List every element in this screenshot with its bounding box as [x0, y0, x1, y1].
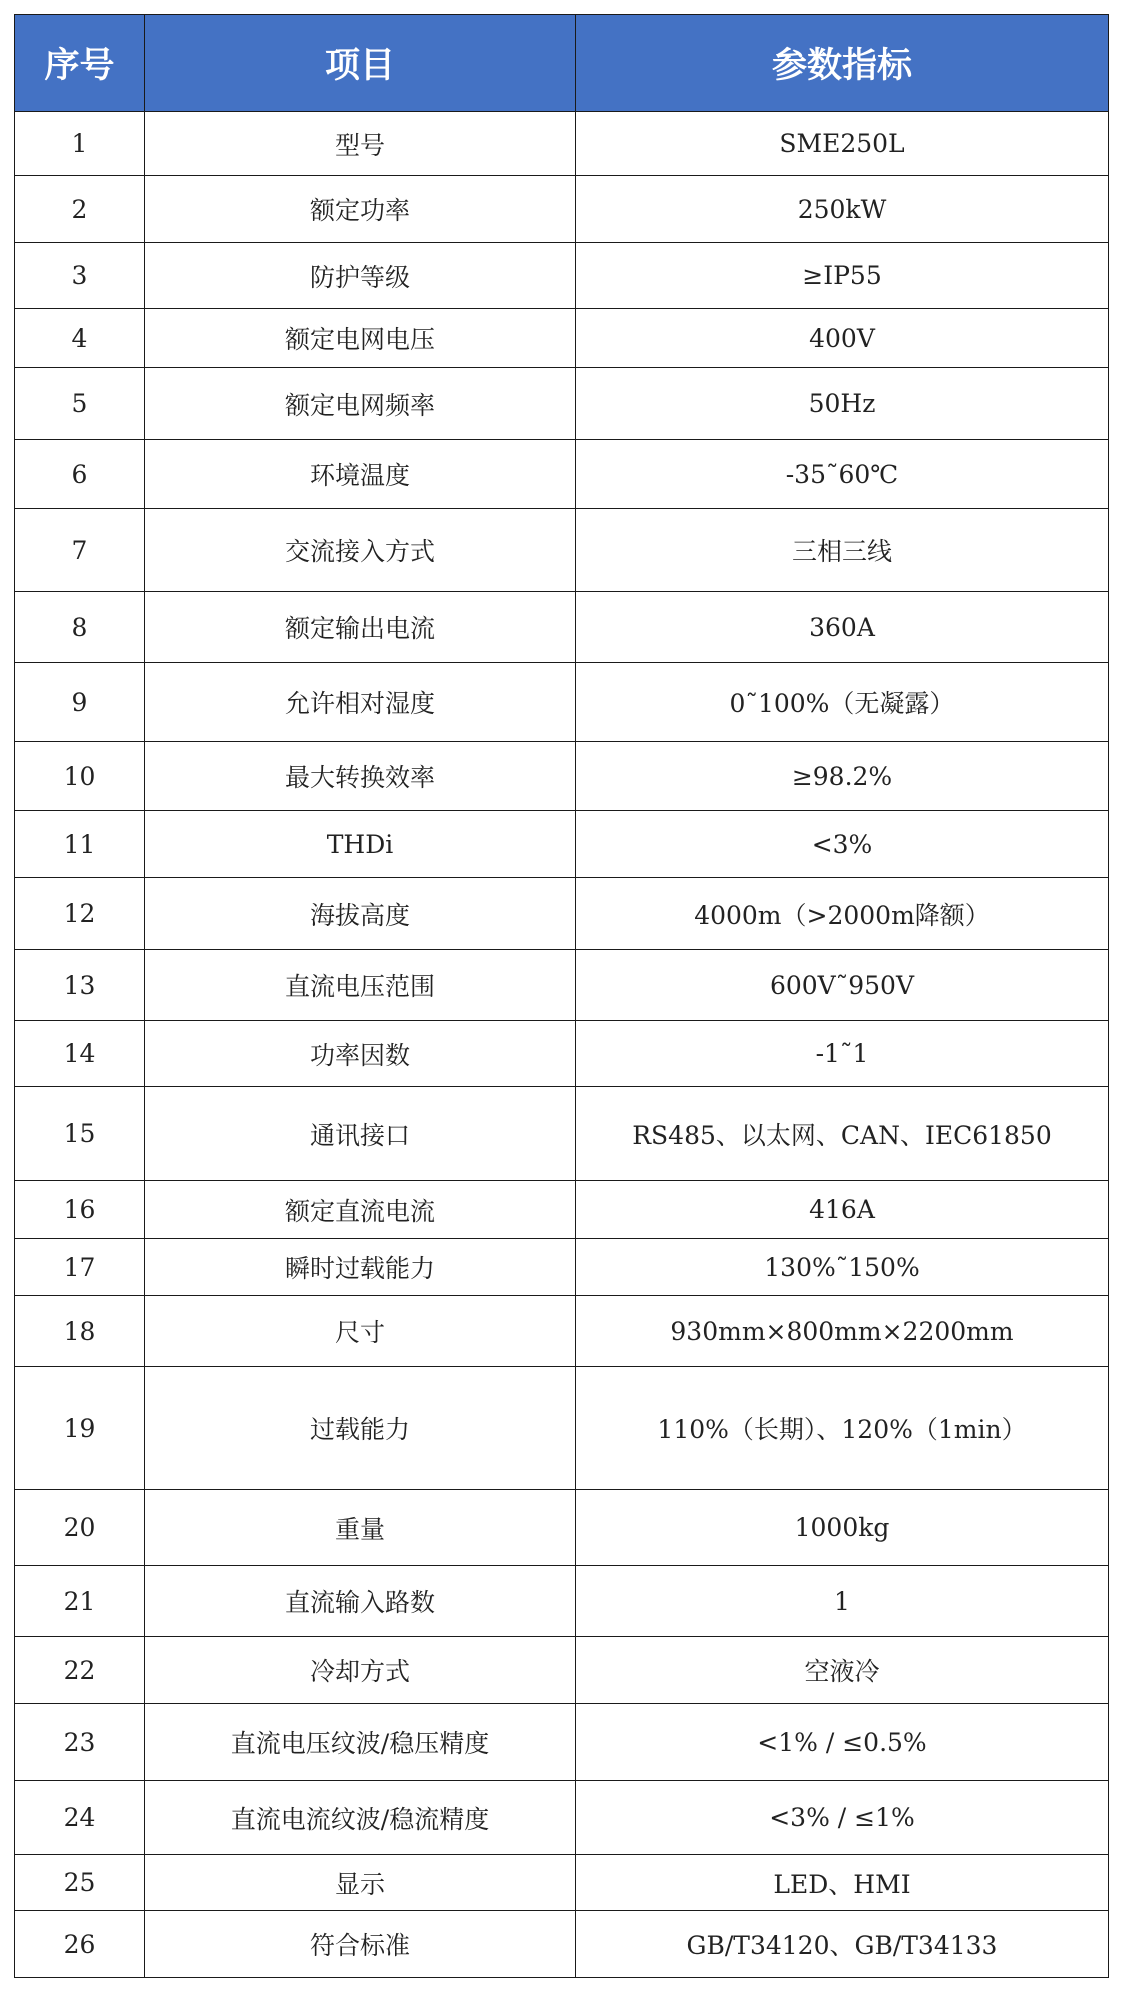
table-row: [15, 176, 1109, 243]
table-body: [15, 112, 1109, 1978]
table-row: [15, 1566, 1109, 1637]
table-row: [15, 663, 1109, 742]
row-value: RS485、以太网、CAN、IEC61850: [576, 1087, 1109, 1181]
row-item: 交流接入方式: [145, 509, 576, 592]
table-row: [15, 1781, 1109, 1855]
row-item: 冷却方式: [145, 1637, 576, 1704]
row-number: 1: [15, 112, 145, 176]
row-number: 21: [15, 1566, 145, 1637]
row-item: THDi: [145, 811, 576, 878]
table-row: [15, 1296, 1109, 1367]
table-row: [15, 112, 1109, 176]
row-number: 10: [15, 742, 145, 811]
row-number: 17: [15, 1239, 145, 1296]
row-number: 15: [15, 1087, 145, 1181]
row-value: GB/T34120、GB/T34133: [576, 1911, 1109, 1978]
row-item: 直流电流纹波/稳流精度: [145, 1781, 576, 1855]
row-value: 416A: [576, 1181, 1109, 1239]
row-number: 24: [15, 1781, 145, 1855]
table-row: [15, 1367, 1109, 1490]
row-value: 360A: [576, 592, 1109, 663]
table-row: [15, 592, 1109, 663]
row-item: 通讯接口: [145, 1087, 576, 1181]
row-value: 1: [576, 1566, 1109, 1637]
row-value: <1% / ≤0.5%: [576, 1704, 1109, 1781]
row-value: <3% / ≤1%: [576, 1781, 1109, 1855]
row-value: 110%（长期）、120%（1min）: [576, 1367, 1109, 1490]
header-row: [15, 15, 1109, 112]
spec-table: [14, 14, 1109, 1978]
row-item: 符合标准: [145, 1911, 576, 1978]
row-item: 过载能力: [145, 1367, 576, 1490]
table-row: [15, 1704, 1109, 1781]
row-number: 6: [15, 440, 145, 509]
table-row: [15, 1181, 1109, 1239]
row-value: LED、HMI: [576, 1855, 1109, 1911]
row-item: 型号: [145, 112, 576, 176]
table-row: [15, 368, 1109, 440]
row-number: 11: [15, 811, 145, 878]
row-value: 250kW: [576, 176, 1109, 243]
row-number: 26: [15, 1911, 145, 1978]
row-number: 8: [15, 592, 145, 663]
row-item: 额定电网频率: [145, 368, 576, 440]
row-item: 海拔高度: [145, 878, 576, 950]
table-row: [15, 950, 1109, 1021]
header-item: 项目: [145, 15, 576, 112]
row-number: 16: [15, 1181, 145, 1239]
row-number: 18: [15, 1296, 145, 1367]
table-row: [15, 811, 1109, 878]
table-row: [15, 243, 1109, 309]
row-value: 1000kg: [576, 1490, 1109, 1566]
row-item: 额定电网电压: [145, 309, 576, 368]
row-item: 重量: [145, 1490, 576, 1566]
row-number: 4: [15, 309, 145, 368]
row-number: 2: [15, 176, 145, 243]
row-number: 25: [15, 1855, 145, 1911]
row-item: 瞬时过载能力: [145, 1239, 576, 1296]
row-value: <3%: [576, 811, 1109, 878]
row-item: 允许相对湿度: [145, 663, 576, 742]
row-value: 130%˜150%: [576, 1239, 1109, 1296]
row-number: 13: [15, 950, 145, 1021]
table-row: [15, 1637, 1109, 1704]
row-value: 930mm×800mm×2200mm: [576, 1296, 1109, 1367]
table-row: [15, 878, 1109, 950]
row-number: 20: [15, 1490, 145, 1566]
header-value: 参数指标: [576, 15, 1109, 112]
row-number: 22: [15, 1637, 145, 1704]
row-value: 三相三线: [576, 509, 1109, 592]
row-item: 功率因数: [145, 1021, 576, 1087]
row-item: 直流电压纹波/稳压精度: [145, 1704, 576, 1781]
row-value: SME250L: [576, 112, 1109, 176]
table-header: [15, 15, 1109, 112]
row-item: 防护等级: [145, 243, 576, 309]
row-item: 环境温度: [145, 440, 576, 509]
row-number: 19: [15, 1367, 145, 1490]
table-row: [15, 1855, 1109, 1911]
row-item: 直流输入路数: [145, 1566, 576, 1637]
row-value: ≥IP55: [576, 243, 1109, 309]
row-value: 600V˜950V: [576, 950, 1109, 1021]
table-row: [15, 1021, 1109, 1087]
row-number: 12: [15, 878, 145, 950]
table-row: [15, 440, 1109, 509]
row-number: 7: [15, 509, 145, 592]
row-number: 5: [15, 368, 145, 440]
row-value: -1˜1: [576, 1021, 1109, 1087]
row-item: 额定直流电流: [145, 1181, 576, 1239]
row-value: ≥98.2%: [576, 742, 1109, 811]
table-row: [15, 742, 1109, 811]
row-number: 23: [15, 1704, 145, 1781]
header-no: 序号: [15, 15, 145, 112]
table-row: [15, 509, 1109, 592]
row-item: 最大转换效率: [145, 742, 576, 811]
row-item: 显示: [145, 1855, 576, 1911]
table-row: [15, 1087, 1109, 1181]
table-row: [15, 1490, 1109, 1566]
table-row: [15, 309, 1109, 368]
row-number: 9: [15, 663, 145, 742]
row-value: 4000m（>2000m降额）: [576, 878, 1109, 950]
row-value: 空液冷: [576, 1637, 1109, 1704]
row-number: 14: [15, 1021, 145, 1087]
row-value: -35˜60℃: [576, 440, 1109, 509]
table-row: [15, 1911, 1109, 1978]
row-item: 尺寸: [145, 1296, 576, 1367]
table-row: [15, 1239, 1109, 1296]
row-value: 0˜100%（无凝露）: [576, 663, 1109, 742]
row-item: 额定功率: [145, 176, 576, 243]
row-number: 3: [15, 243, 145, 309]
row-item: 直流电压范围: [145, 950, 576, 1021]
row-value: 400V: [576, 309, 1109, 368]
row-item: 额定输出电流: [145, 592, 576, 663]
row-value: 50Hz: [576, 368, 1109, 440]
